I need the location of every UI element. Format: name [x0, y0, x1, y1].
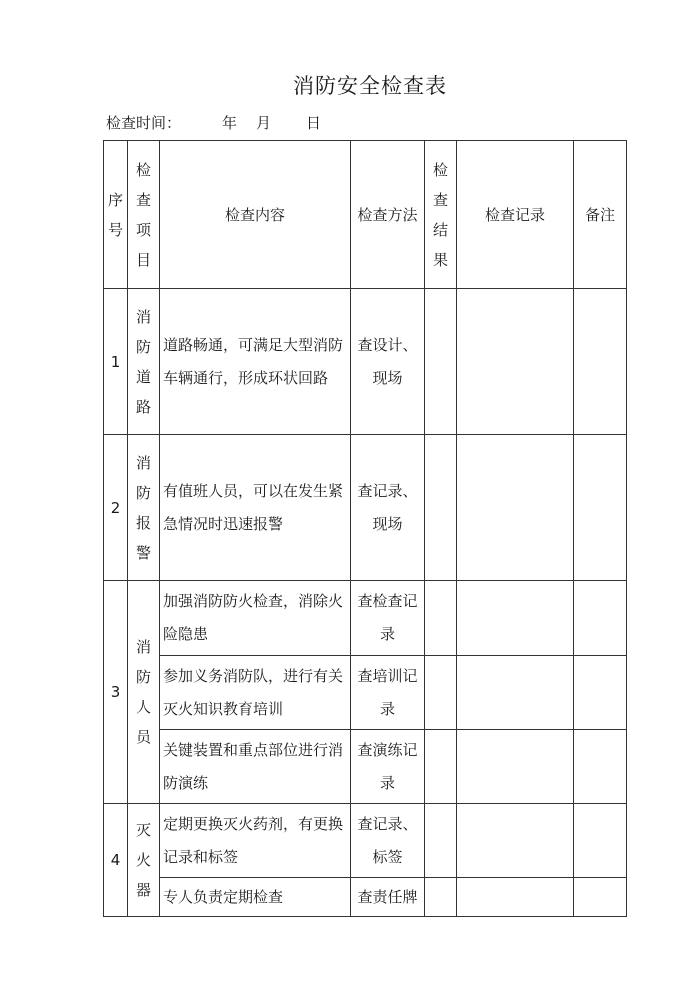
year-label: 年	[222, 114, 238, 132]
method-cell: 查记录、现场	[351, 435, 425, 581]
header-remark: 备注	[574, 141, 627, 289]
item-cell: 消 防 报 警	[128, 435, 160, 581]
content-cell: 关键装置和重点部位进行消防演练	[160, 730, 351, 804]
seq-cell: 1	[104, 289, 128, 435]
inspection-date-line	[106, 112, 321, 133]
result-cell[interactable]	[425, 656, 457, 730]
record-cell[interactable]	[457, 581, 574, 656]
content-cell: 参加义务消防队，进行有关灭火知识教育培训	[160, 656, 351, 730]
result-cell[interactable]	[425, 804, 457, 878]
day-label: 日	[306, 114, 322, 132]
item-cell: 消 防 道 路	[128, 289, 160, 435]
header-item: 检 查 项 目	[128, 141, 160, 289]
header-result: 检 查 结 果	[425, 141, 457, 289]
result-cell[interactable]	[425, 289, 457, 435]
inspection-table	[103, 140, 627, 917]
method-cell: 查演练记录	[351, 730, 425, 804]
result-cell[interactable]	[425, 730, 457, 804]
method-cell: 查记录、标签	[351, 804, 425, 878]
result-cell[interactable]	[425, 435, 457, 581]
table-row	[104, 435, 627, 581]
header-record: 检查记录	[457, 141, 574, 289]
seq-cell: 4	[104, 804, 128, 917]
table-row	[104, 581, 627, 656]
content-cell: 定期更换灭火药剂，有更换记录和标签	[160, 804, 351, 878]
record-cell[interactable]	[457, 878, 574, 917]
record-cell[interactable]	[457, 804, 574, 878]
header-content: 检查内容	[160, 141, 351, 289]
seq-cell: 3	[104, 581, 128, 804]
record-cell[interactable]	[457, 730, 574, 804]
content-cell: 有值班人员，可以在发生紧急情况时迅速报警	[160, 435, 351, 581]
header-method: 检查方法	[351, 141, 425, 289]
method-cell: 查检查记录	[351, 581, 425, 656]
remark-cell[interactable]	[574, 656, 627, 730]
table-row	[104, 656, 627, 730]
content-cell: 道路畅通，可满足大型消防车辆通行，形成环状回路	[160, 289, 351, 435]
remark-cell[interactable]	[574, 878, 627, 917]
header-row	[104, 141, 627, 289]
content-cell: 加强消防防火检查，消除火险隐患	[160, 581, 351, 656]
remark-cell[interactable]	[574, 435, 627, 581]
remark-cell[interactable]	[574, 730, 627, 804]
item-cell: 消 防 人 员	[128, 581, 160, 804]
date-label: 检查时间：	[106, 114, 182, 132]
method-cell: 查培训记录	[351, 656, 425, 730]
document-title: 消防安全检查表	[293, 74, 447, 98]
remark-cell[interactable]	[574, 289, 627, 435]
result-cell[interactable]	[425, 878, 457, 917]
method-cell: 查责任牌	[351, 878, 425, 917]
remark-cell[interactable]	[574, 581, 627, 656]
table-row	[104, 804, 627, 878]
record-cell[interactable]	[457, 435, 574, 581]
table-row	[104, 289, 627, 435]
remark-cell[interactable]	[574, 804, 627, 878]
method-cell: 查设计、现场	[351, 289, 425, 435]
record-cell[interactable]	[457, 289, 574, 435]
content-cell: 专人负责定期检查	[160, 878, 351, 917]
record-cell[interactable]	[457, 656, 574, 730]
table-row	[104, 730, 627, 804]
item-cell: 灭 火 器	[128, 804, 160, 917]
month-label: 月	[256, 114, 272, 132]
result-cell[interactable]	[425, 581, 457, 656]
seq-cell: 2	[104, 435, 128, 581]
header-seq: 序 号	[104, 141, 128, 289]
table-row	[104, 878, 627, 917]
